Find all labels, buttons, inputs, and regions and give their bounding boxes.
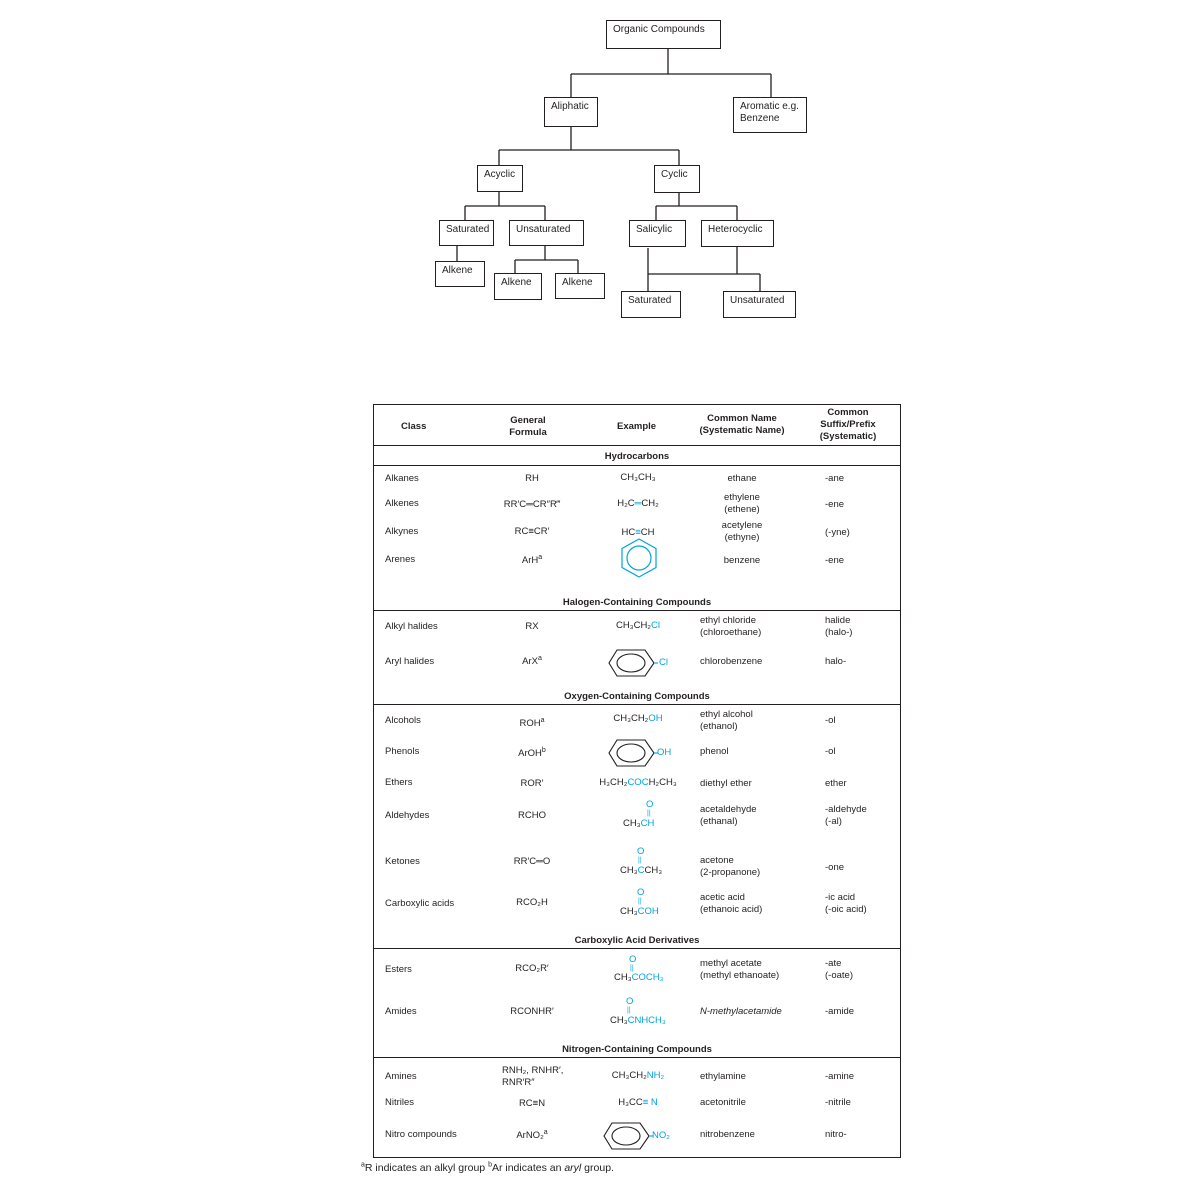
section-rule [374,610,900,611]
example-acetaldehyde [623,818,654,830]
header-suffix [810,407,886,443]
header-formula [494,415,562,439]
header-example: Example [617,421,657,432]
tree-node-label: Alkene [501,277,532,288]
suffix-alkyl-halides [825,615,852,639]
footnote-emphasis: aryl [564,1162,582,1174]
suffix-amines: -amine [825,1071,855,1082]
formula-part: COC [627,777,649,788]
formula-alkanes: RH [525,473,539,484]
suffix-ethers: ether [825,778,847,789]
suffix-line: -ic acid [825,892,856,903]
tree-node-label: Organic Compounds [613,24,705,35]
name-alcohols [700,709,753,733]
footnote-text: R indicates an alkyl group [364,1162,486,1174]
section-title-oxygen: Oxygen-Containing Compounds [564,691,710,702]
section-rule [374,445,900,446]
suffix-amides: -amide [825,1006,855,1017]
suffix-nitriles: -nitrile [825,1097,851,1108]
example-acetic-acid [620,906,659,918]
name-line: (ethene) [724,504,760,515]
header-text: General [510,415,546,426]
name-line: (chloroethane) [700,627,762,638]
formula-esters: RCO₂R′ [515,963,549,974]
formula-part: H₃CH₂ [599,777,628,788]
formula-ketones: RR′C═O [513,856,551,867]
formula-part: C [637,865,645,876]
name-arenes: benzene [723,555,761,566]
formula-aldehydes: RCHO [518,810,546,821]
name-alkanes: ethane [727,473,757,484]
tree-node-saturated [439,220,494,246]
class-amides: Amides [385,1006,417,1017]
carbonyl-oxygen: O [637,846,645,857]
tree-node-aromatic [733,97,807,133]
benzene-ring-icon [618,537,660,579]
chlorobenzene-ring-icon [608,648,658,678]
tree-node-label: Unsaturated [730,295,785,306]
section-rule [374,465,900,466]
header-common-name [692,413,792,437]
suffix-line: (halo-) [825,627,853,638]
tree-node-cyclic [654,165,700,193]
suffix-line: (-oic acid) [825,904,867,915]
footnote-marker: b [541,746,546,754]
tree-node-alkene [494,273,542,300]
example-acetone [620,865,662,877]
footnote-text: Ar indicates an [491,1162,565,1174]
name-line: (methyl ethanoate) [700,970,780,981]
suffix-line: -aldehyde [825,804,867,815]
carbonyl-bond: || [638,857,642,864]
name-line: (2-propanone) [700,867,761,878]
suffix-line: halide [825,615,851,626]
formula-text: ROH [519,718,541,729]
section-rule [374,948,900,949]
tree-node-label: Cyclic [661,169,688,180]
name-line: acetic acid [700,892,745,903]
header-text: (Systematic Name) [699,425,785,436]
header-class: Class [401,421,427,432]
suffix-alkenes: -ene [825,499,845,510]
class-nitriles: Nitriles [385,1097,415,1108]
footnote-marker: a [537,654,542,662]
phenol-ring-icon [608,738,658,768]
footnote-marker: a [538,553,543,561]
suffix-arenes: -ene [825,555,845,566]
name-carboxylic-acids [700,892,762,916]
formula-part: COH [637,906,659,917]
suffix-alkynes: (-yne) [825,527,850,538]
name-line: acetone [700,855,734,866]
tree-node-label: Aliphatic [551,101,589,112]
formula-part: CH [640,818,655,829]
formula-text: ArOH [518,748,542,759]
substituent-oh: OH [657,747,672,758]
header-text: Common Name [707,413,777,424]
tree-node-unsaturated [509,220,584,246]
name-alkyl-halides [700,615,761,639]
tree-node-label: Alkene [562,277,593,288]
name-alkynes [692,520,792,544]
suffix-line: (-al) [825,816,842,827]
footnote-marker: a [540,716,545,724]
carbonyl-oxygen: O [637,887,645,898]
section-title-carboxylic-derivatives: Carboxylic Acid Derivatives [574,935,700,946]
tree-node-alkene [435,261,485,287]
class-alcohols: Alcohols [385,715,421,726]
formula-part: CH [640,527,655,538]
header-text: Common [827,407,869,418]
carbonyl-bond: || [627,1007,631,1014]
name-line: (ethanol) [700,721,738,732]
name-line: ethylene [724,492,760,503]
formula-part: CH₃ [620,906,638,917]
formula-bond: ═ [634,498,642,509]
formula-part: CH₂ [641,498,659,509]
class-arenes: Arenes [385,554,416,565]
suffix-aldehydes [825,804,867,828]
tree-node-label: Salicylic [636,224,673,235]
tree-node-acyclic [477,165,523,192]
formula-text: ArNO₂ [516,1130,544,1141]
name-line: ethyl alcohol [700,709,753,720]
suffix-line: -ate [825,958,842,969]
carbonyl-oxygen: O [629,954,637,965]
section-title-nitrogen: Nitrogen-Containing Compounds [562,1044,712,1055]
name-esters [700,958,779,982]
formula-alkynes: RC≡CR′ [514,526,550,537]
formula-alkyl-halides: RX [525,621,539,632]
formula-bond: ≡ [635,527,641,538]
formula-part: CH₃ [614,972,632,983]
name-nitro-compounds: nitrobenzene [700,1129,755,1140]
carbonyl-oxygen: O [626,996,634,1007]
formula-alkenes: RR′C═CR″R‴ [503,499,561,510]
header-text: Formula [509,427,547,438]
section-rule [374,1057,900,1058]
formula-part: H₂CH₃ [648,777,677,788]
tree-node-label: Aromatic e.g. Benzene [740,101,799,124]
class-nitro-compounds: Nitro compounds [385,1129,457,1140]
tree-node-aliphatic [544,97,598,127]
name-aldehydes [700,804,757,828]
suffix-alcohols: -ol [825,715,836,726]
name-line: methyl acetate [700,958,762,969]
name-alkenes [692,492,792,516]
class-ketones: Ketones [385,856,420,867]
tree-node-label: Alkene [442,265,473,276]
tree-node-alkene [555,273,605,299]
name-amides: N-methylacetamide [700,1006,782,1017]
formula-text: ArX [522,656,538,667]
example-ethanol [580,713,696,725]
formula-nitro-compounds [474,1130,590,1142]
example-ethane: CH₃CH₃ [620,472,656,483]
class-alkyl-halides: Alkyl halides [385,621,438,632]
formula-line: RNR′R″ [502,1077,535,1088]
name-line: ethyl chloride [700,615,756,626]
class-alkynes: Alkynes [385,526,419,537]
class-alkenes: Alkenes [385,498,419,509]
formula-alcohols [474,718,590,730]
tree-node-label: Saturated [446,224,490,235]
class-ethers: Ethers [385,777,413,788]
formula-part: CH₃CH₂ [616,620,651,631]
tree-connector-lines [0,0,1200,380]
name-ethers: diethyl ether [700,778,752,789]
tree-node-label: Saturated [628,295,672,306]
example-ethylamine [580,1070,696,1082]
example-n-methylacetamide [610,1015,666,1027]
formula-amides: RCONHR′ [510,1006,554,1017]
suffix-ketones: -one [825,862,845,873]
example-ethene [580,498,696,510]
name-phenols: phenol [700,746,729,757]
class-phenols: Phenols [385,746,420,757]
carbonyl-bond: || [630,965,634,972]
footnote-text: group. [581,1162,614,1174]
suffix-carboxylic-acids [825,892,867,916]
name-line: (ethanoic acid) [700,904,763,915]
class-alkanes: Alkanes [385,473,419,484]
substituent-no2: NO₂ [652,1130,670,1141]
formula-part: HC [621,527,636,538]
formula-arenes [474,555,590,567]
class-carboxylic-acids: Carboxylic acids [385,898,455,909]
section-title-halogen: Halogen-Containing Compounds [562,597,712,608]
formula-part: ≡ N [642,1097,658,1108]
footnote-marker: a [543,1128,548,1136]
carbonyl-oxygen: O [646,799,654,810]
tree-node-label: Heterocyclic [708,224,763,235]
formula-part: CH₃ [610,1015,628,1026]
tree-node-cyclic-unsaturated [723,291,796,318]
name-line: (ethyne) [724,532,760,543]
formula-part: CH₃CH₂ [611,1070,647,1081]
section-rule [374,704,900,705]
class-aryl-halides: Aryl halides [385,656,435,667]
name-amines: ethylamine [700,1071,746,1082]
formula-part: H₂C [617,498,635,509]
class-esters: Esters [385,964,412,975]
name-ketones [700,855,760,879]
suffix-phenols: -ol [825,746,836,757]
suffix-aryl-halides: halo- [825,656,847,667]
footnote-marker: a [361,1161,365,1169]
class-aldehydes: Aldehydes [385,810,430,821]
nitrobenzene-ring-icon [603,1121,653,1151]
formula-part: OH [648,713,663,724]
formula-part: CH₃ [620,865,638,876]
formula-nitriles: RC≡N [518,1098,546,1109]
carbonyl-bond: || [647,810,651,817]
class-amines: Amines [385,1071,417,1082]
name-line: acetylene [721,520,763,531]
header-text: (Systematic) [819,431,877,442]
tree-node-salicylic [629,220,686,247]
header-text: Suffix/Prefix [820,419,876,430]
formula-part: Cl [651,620,660,631]
tree-node-cyclic-saturated [621,291,681,318]
suffix-nitro-compounds: nitro- [825,1129,847,1140]
formula-part: CNHCH₃ [627,1015,666,1026]
section-title-hydrocarbons: Hydrocarbons [604,451,670,462]
suffix-alkanes: -ane [825,473,845,484]
formula-ethers: ROR′ [520,778,544,789]
tree-node-organic-compounds [606,20,721,49]
name-line: (ethanal) [700,816,738,827]
name-nitriles: acetonitrile [700,1097,746,1108]
substituent-cl: Cl [659,657,668,668]
name-line: acetaldehyde [700,804,757,815]
suffix-esters [825,958,853,982]
formula-amines [502,1065,563,1089]
tree-node-label: Unsaturated [516,224,571,235]
suffix-line: (-oate) [825,970,853,981]
formula-part: COCH₃ [631,972,664,983]
example-acetonitrile [580,1097,696,1109]
tree-node-heterocyclic [701,220,774,247]
table-footnote [361,1162,614,1174]
formula-line: RNH₂, RNHR′, [502,1065,564,1076]
formula-aryl-halides [474,656,590,668]
formula-text: ArH [521,555,539,566]
formula-part: CH₃ [623,818,641,829]
formula-part: CH₃CH₂ [613,713,649,724]
example-chloroethane [580,620,696,632]
footnote-marker: b [488,1161,492,1169]
example-methyl-acetate [614,972,663,984]
formula-part: CH₃ [644,865,663,876]
formula-carboxylic-acids: RCO₂H [516,897,548,908]
tree-node-label: Acyclic [484,169,516,180]
formula-part: NH₂ [646,1070,665,1081]
formula-part: H₃CC [618,1097,643,1108]
carbonyl-bond: || [638,898,642,905]
name-aryl-halides: chlorobenzene [700,656,763,667]
formula-phenols [474,748,590,760]
organic-classes-table [373,404,901,1158]
example-diethyl-ether [580,777,696,789]
